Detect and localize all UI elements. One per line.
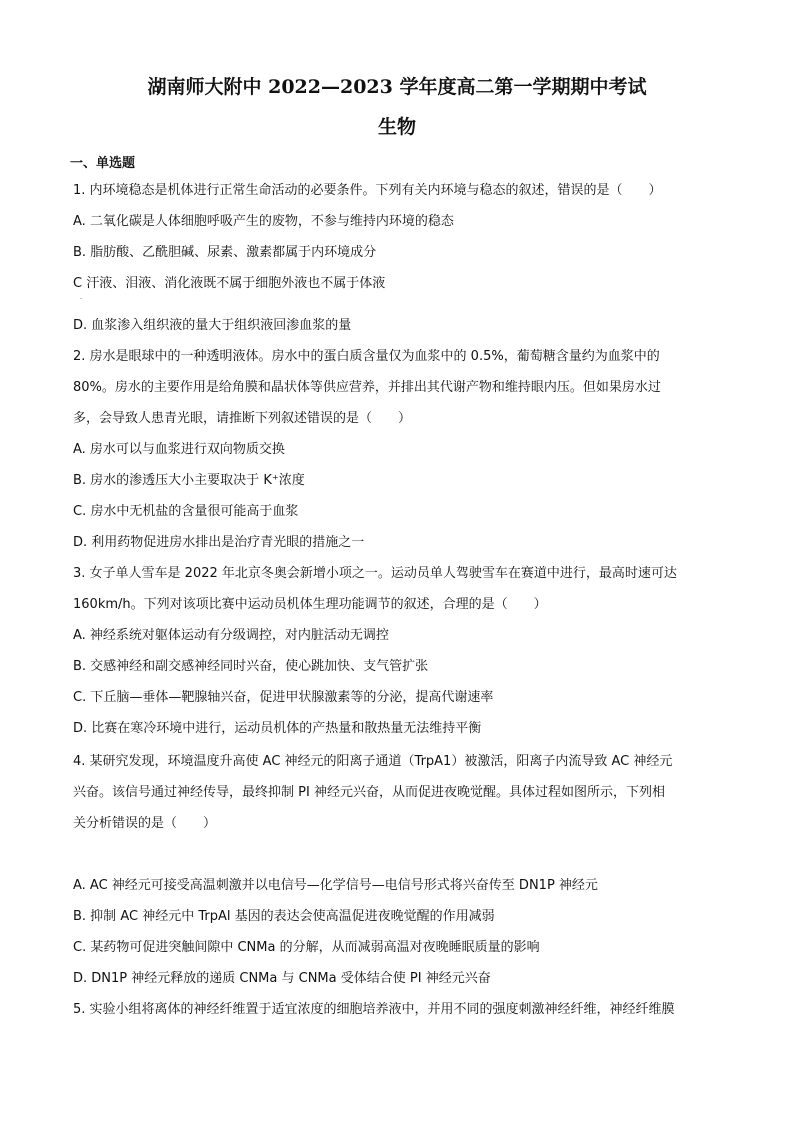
subject-title: 生物 xyxy=(377,116,416,138)
question-2-option-d: D. 利用药物促进房水排出是治疗青光眼的措施之一 xyxy=(73,535,365,550)
question-3-option-b: B. 交感神经和副交感神经同时兴奋，使心跳加快、支气管扩张 xyxy=(73,659,429,674)
section-heading: 一、单选题 xyxy=(70,156,136,171)
question-2-option-b: B. 房水的渗透压大小主要取决于 K⁺浓度 xyxy=(73,473,305,488)
question-3-stem-line-1: 3. 女子单人雪车是 2022 年北京冬奥会新增小项之一。运动员单人驾驶雪车在赛道中进行，最高时速可达 xyxy=(73,566,677,581)
question-3-option-d: D. 比赛在寒冷环境中进行，运动员机体的产热量和散热量无法维持平衡 xyxy=(73,721,482,736)
question-2-stem-line-2: 80%。房水的主要作用是给角膜和晶状体等供应营养，并排出其代谢产物和维持眼内压。但如果房水过 xyxy=(73,380,661,395)
question-3-option-a: A. 神经系统对躯体运动有分级调控，对内脏活动无调控 xyxy=(73,628,389,643)
question-3-stem-line-2: 160km/h。下列对该项比赛中运动员机体生理功能调节的叙述，合理的是（ ） xyxy=(73,597,547,612)
question-1-stem: 1. 内环境稳态是机体进行正常生命活动的必要条件。下列有关内环境与稳态的叙述，错误的是（ ） xyxy=(73,183,662,198)
question-2-stem-line-1: 2. 房水是眼球中的一种透明液体。房水中的蛋白质含量仅为血浆中的 0.5%，葡萄糖含量约为血浆中的 xyxy=(73,349,660,364)
question-4-option-b: B. 抑制 AC 神经元中 TrpAl 基因的表达会使高温促进夜晚觉醒的作用减弱 xyxy=(73,909,495,924)
question-1-option-d: D. 血浆渗入组织液的量大于组织液回渗血浆的量 xyxy=(73,318,352,333)
question-4-option-a: A. AC 神经元可接受高温刺激并以电信号—化学信号—电信号形式将兴奋传至 DN1P 神经元 xyxy=(73,878,598,893)
question-5-stem-line-1: 5. 实验小组将离体的神经纤维置于适宜浓度的细胞培养液中，并用不同的强度刺激神经纤维，神经纤维膜 xyxy=(73,1002,675,1017)
stray-mark: · xyxy=(80,296,82,303)
exam-title: 湖南师大附中 2022—2023 学年度高二第一学期期中考试 xyxy=(147,76,647,98)
question-4-option-d: D. DN1P 神经元释放的递质 CNMa 与 CNMa 受体结合使 PI 神经元兴奋 xyxy=(73,971,491,986)
question-1-option-c: C 汗液、泪液、消化液既不属于细胞外液也不属于体液 xyxy=(73,276,386,291)
question-4-stem-line-2: 兴奋。该信号通过神经传导，最终抑制 PI 神经元兴奋，从而促进夜晚觉醒。具体过程如图所示，下列相 xyxy=(73,785,665,800)
question-4-stem-line-1: 4. 某研究发现，环境温度升高使 AC 神经元的阳离子通道（TrpA1）被激活，阳离子内流导致 AC 神经元 xyxy=(73,754,673,769)
question-1-option-a: A. 二氧化碳是人体细胞呼吸产生的废物，不参与维持内环境的稳态 xyxy=(73,214,454,229)
question-1-option-b: B. 脂肪酸、乙酰胆碱、尿素、激素都属于内环境成分 xyxy=(73,245,377,260)
question-4-option-c: C. 某药物可促进突触间隙中 CNMa 的分解，从而减弱高温对夜晚睡眠质量的影响 xyxy=(73,940,540,955)
question-3-option-c: C. 下丘脑—垂体—靶腺轴兴奋，促进甲状腺激素等的分泌，提高代谢速率 xyxy=(73,690,494,705)
question-2-stem-line-3: 多，会导致人患青光眼，请推断下列叙述错误的是（ ） xyxy=(73,411,412,426)
question-2-option-a: A. 房水可以与血浆进行双向物质交换 xyxy=(73,442,285,457)
question-4-stem-line-3: 关分析错误的是（ ） xyxy=(73,816,217,831)
question-2-option-c: C. 房水中无机盐的含量很可能高于血浆 xyxy=(73,504,299,519)
